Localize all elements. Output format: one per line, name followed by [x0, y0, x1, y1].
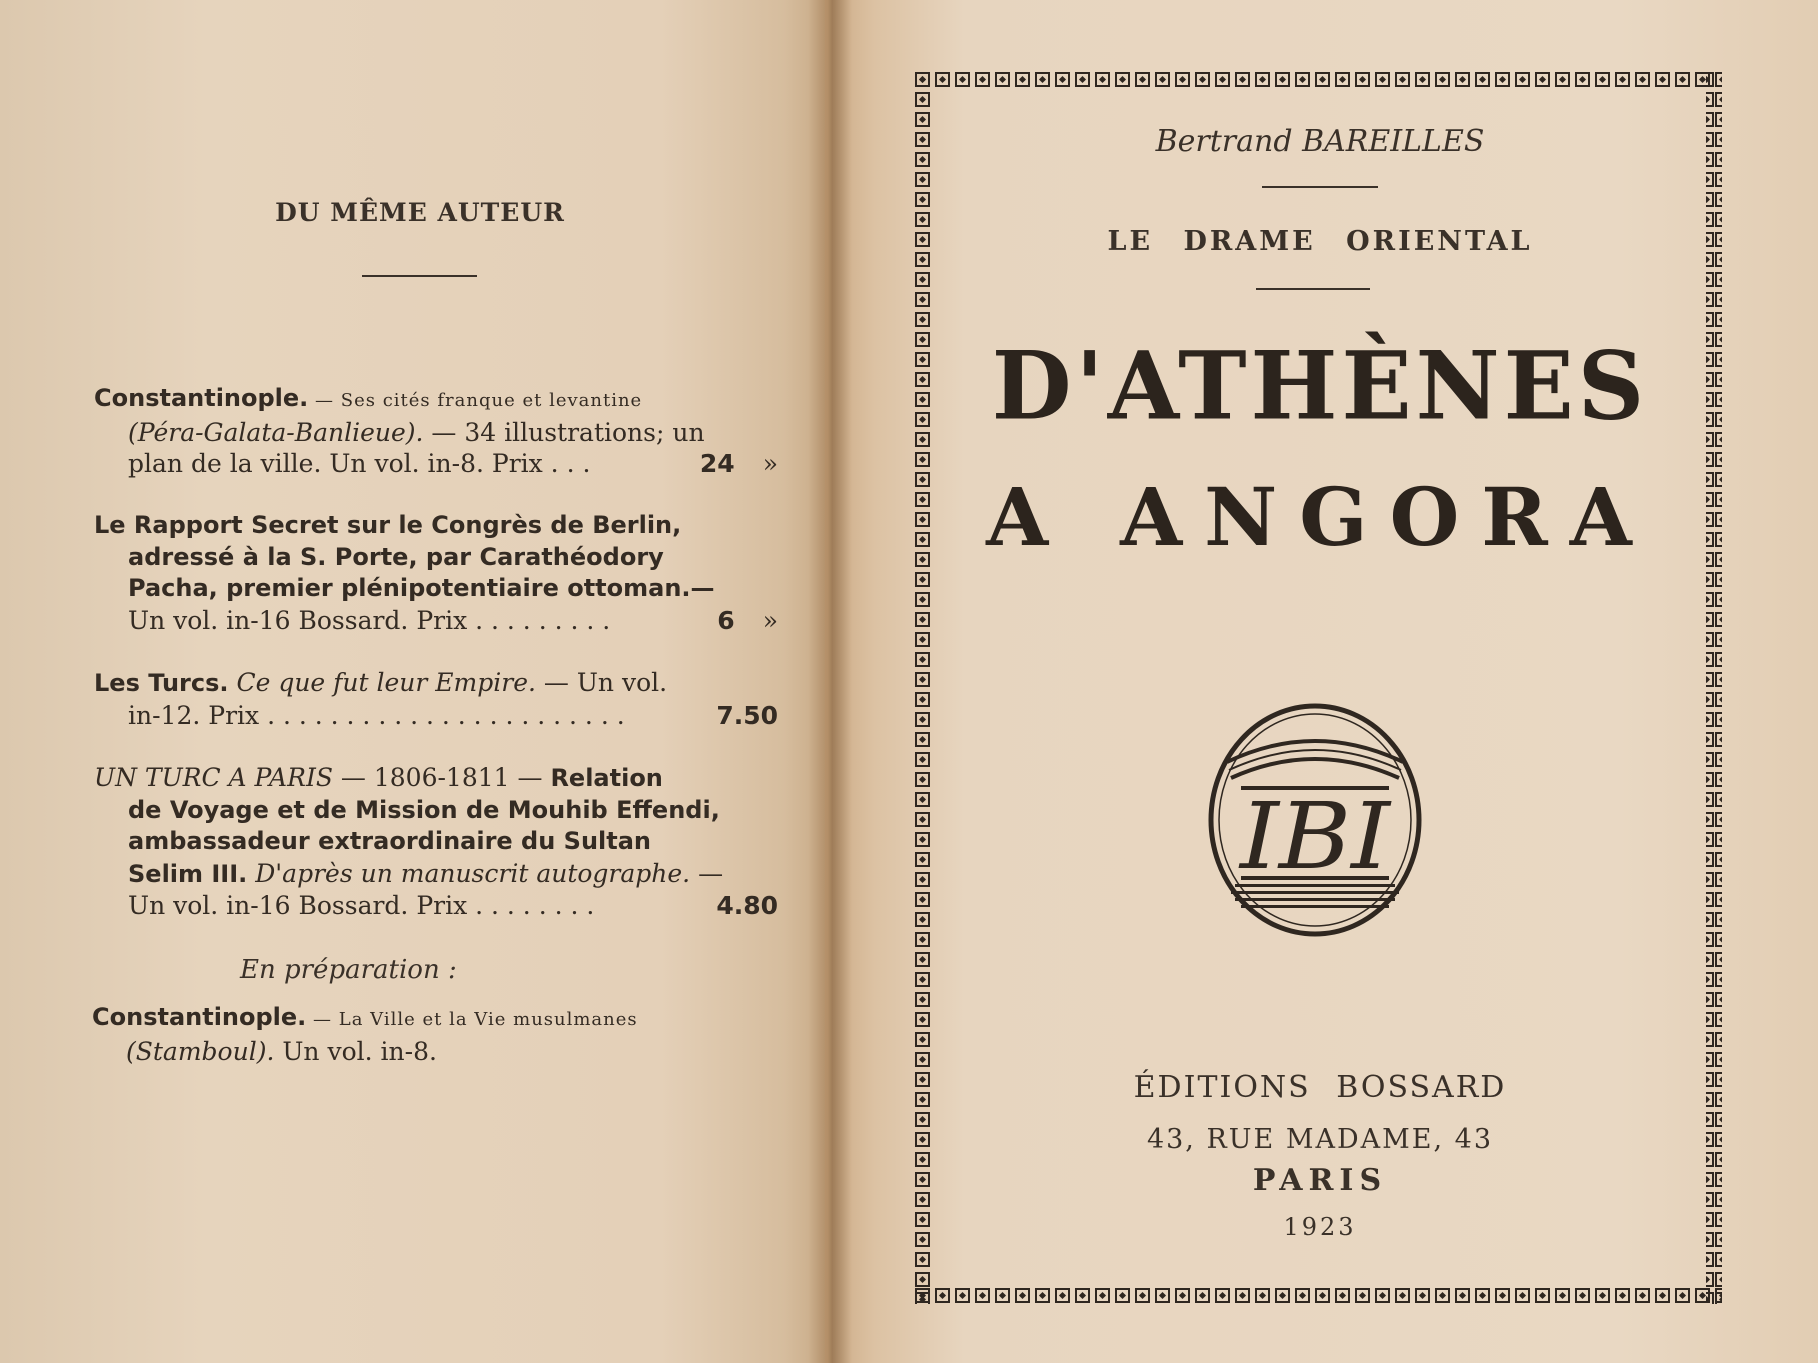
publication-year: 1923	[1283, 1213, 1357, 1241]
price: 7.50	[716, 700, 778, 730]
entry-line: (Stamboul). Un vol. in-8.	[126, 1036, 437, 1066]
publisher-address: 43, RUE MADAME, 43	[1146, 1124, 1494, 1155]
author-name: Bertrand BAREILLES	[1155, 124, 1485, 159]
entry-line: Les Turcs. Ce que fut leur Empire. — Un vol.	[94, 668, 668, 697]
bibliography-entry-un-turc-a-paris	[94, 762, 784, 922]
entry-price-line: Un vol. in-16 Bossard. Prix . . . . . . . . 4.80	[128, 891, 778, 920]
entry-line: Constantinople. — Ses cités franque et levantine	[94, 384, 643, 412]
title-rule	[1256, 288, 1370, 290]
entry-line: ambassadeur extraordinaire du Sultan	[128, 827, 652, 855]
price: 4.80	[716, 891, 778, 920]
publisher-city: PARIS	[1252, 1163, 1388, 1198]
bibliography-entry-rapport-secret	[94, 510, 784, 636]
book-gutter	[808, 0, 852, 1363]
publisher-logo	[1205, 700, 1425, 940]
publisher-name: ÉDITIONS BOSSARD	[1133, 1070, 1507, 1105]
logo-monogram: IBI	[1237, 783, 1392, 890]
title-rule	[1262, 186, 1378, 188]
bibliography-entry-in-preparation	[92, 1001, 782, 1067]
book-title-line-2: A ANGORA	[986, 470, 1654, 564]
entry-price-line: Un vol. in-16 Bossard. Prix . . . . . . . . . 6 »	[128, 605, 778, 635]
price: 6	[717, 605, 735, 635]
book-title-line-1: D'ATHÈNES	[991, 330, 1649, 442]
entry-line: adressé à la S. Porte, par Carathéodory	[128, 542, 664, 571]
entry-line: Constantinople. — La Ville et la Vie musulmanes	[92, 1003, 638, 1031]
bibliography-entry-constantinople	[94, 382, 784, 480]
entry-line: UN TURC A PARIS — 1806-1811 — Relation	[94, 763, 663, 792]
entry-price-line: plan de la ville. Un vol. in-8. Prix . . . 24 »	[128, 449, 778, 478]
entry-line: Pacha, premier plénipotentiaire ottoman.—	[128, 574, 715, 602]
left-page-heading: DU MÊME AUTEUR	[275, 198, 565, 227]
entry-line: Selim III. D'après un manuscrit autographe. —	[128, 858, 724, 888]
entry-price-line: in-12. Prix . . . . . . . . . . . . . . . . . . . . . . . 7.50	[128, 700, 778, 730]
entry-line: Le Rapport Secret sur le Congrès de Berlin,	[94, 511, 682, 539]
series-title: LE DRAME ORIENTAL	[1107, 226, 1533, 257]
price: 24	[699, 449, 735, 478]
preparation-label: En préparation :	[240, 955, 457, 985]
entry-line: (Péra-Galata-Banlieue). — 34 illustrations; un	[128, 417, 705, 447]
bibliography-entry-les-turcs	[94, 667, 784, 731]
heading-rule	[362, 275, 477, 277]
entry-line: de Voyage et de Mission de Mouhib Effendi,	[128, 795, 720, 824]
